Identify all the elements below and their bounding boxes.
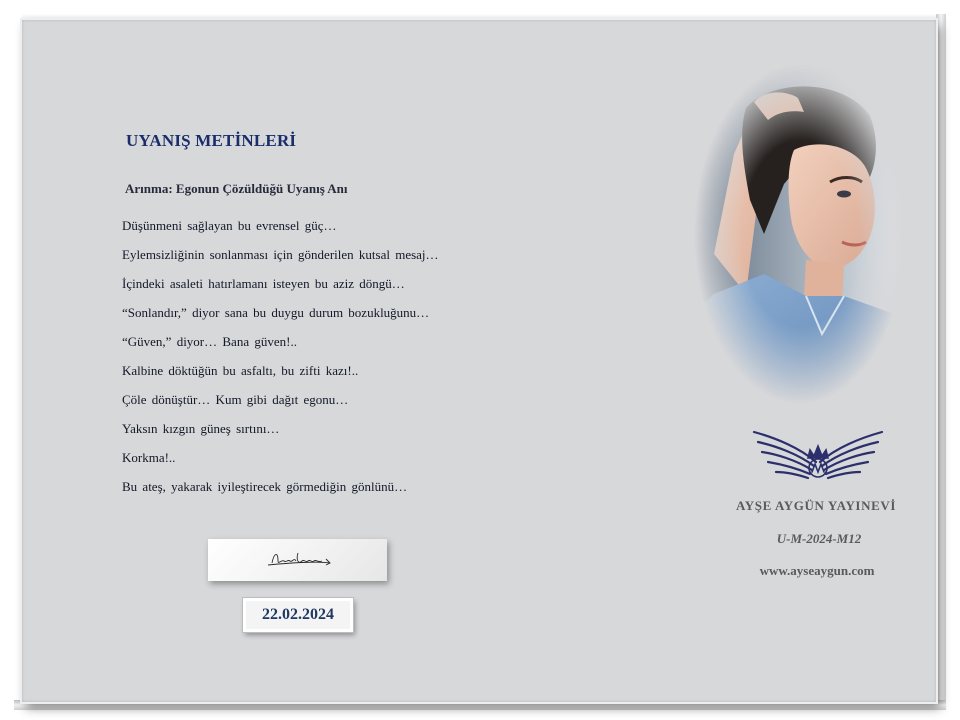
- document-code: U-M-2024-M12: [776, 531, 862, 546]
- signature-card: [208, 539, 387, 581]
- website-link[interactable]: www.ayseaygun.com: [759, 563, 875, 578]
- poem-line: “Sonlandır,” diyor sana bu duygu durum bozukluğunu…: [122, 305, 430, 320]
- poem-line: Çöle dönüştür… Kum gibi dağıt egonu…: [122, 392, 349, 407]
- poem-line: Eylemsizliğinin sonlanması için gönderilen kutsal mesaj…: [122, 247, 439, 262]
- page-subtitle: Arınma: Egonun Çözüldüğü Uyanış Anı: [125, 181, 348, 196]
- poem-line: İçindeki asaleti hatırlamanı isteyen bu aziz döngü…: [122, 276, 405, 291]
- poem-line: Yaksın kızgın güneş sırtını…: [122, 421, 280, 436]
- poem-text: [122, 216, 439, 506]
- publisher-name: AYŞE AYGÜN YAYINEVİ: [736, 498, 896, 513]
- portrait-photo: [694, 64, 906, 404]
- poem-line: “Güven,” diyor… Bana güven!..: [122, 334, 297, 349]
- poem-line: Korkma!..: [122, 450, 176, 465]
- signature-icon: [268, 553, 330, 565]
- poem-line: Düşünmeni sağlayan bu evrensel güç…: [122, 218, 337, 233]
- page-title: UYANIŞ METİNLERİ: [126, 131, 297, 150]
- frame-right-edge: [936, 14, 946, 708]
- poem-line: Kalbine döktüğün bu asfaltı, bu zifti kazı!..: [122, 363, 359, 378]
- poem-line: Bu ateş, yakarak iyileştirecek görmediğin gönlünü…: [122, 479, 408, 494]
- publisher-logo: [752, 428, 884, 484]
- date-badge: 22.02.2024: [243, 598, 353, 632]
